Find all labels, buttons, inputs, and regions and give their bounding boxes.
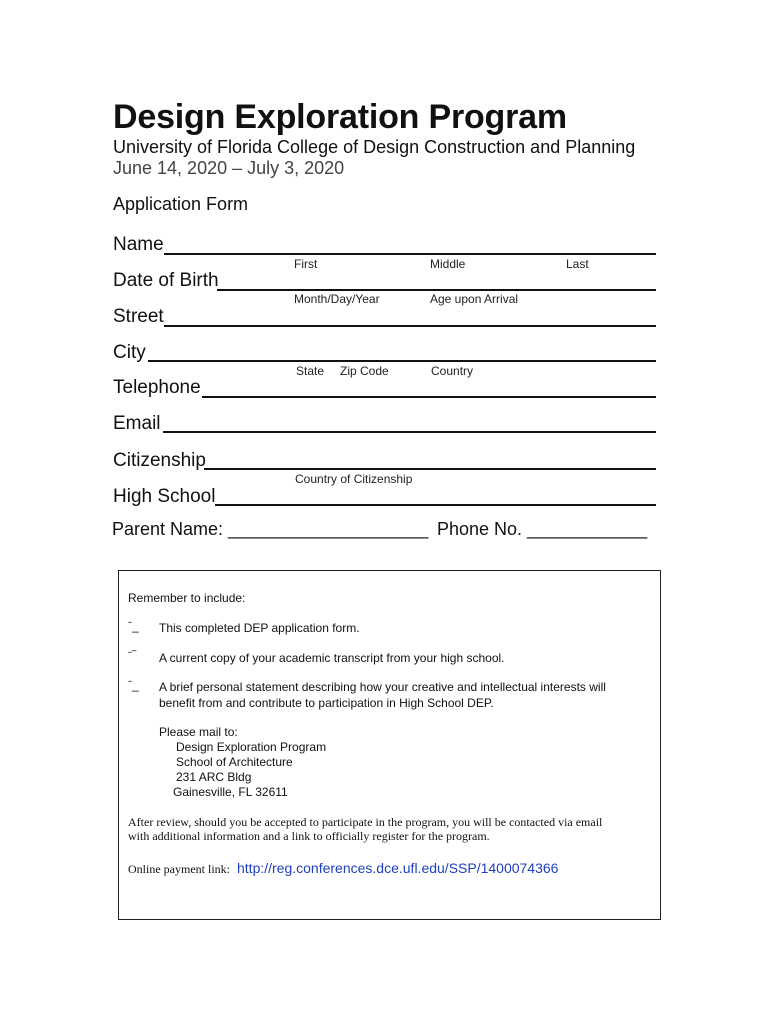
email-field[interactable] (163, 431, 656, 433)
city-field[interactable] (148, 360, 656, 362)
citizenship-label: Citizenship (113, 450, 206, 471)
citizenship-field[interactable] (204, 468, 656, 470)
address-line: Gainesville, FL 32611 (173, 785, 288, 799)
dob-age-caption: Age upon Arrival (430, 292, 519, 306)
payment-link[interactable]: http://reg.conferences.dce.ufl.edu/SSP/1400074366 (237, 860, 559, 876)
street-field[interactable] (164, 325, 656, 327)
checklist-item: A current copy of your academic transcript from your high school. (159, 651, 505, 665)
after-review-text: After review, should you be accepted to participate in the program, you will be contacted via email (128, 815, 603, 829)
city-label: City (113, 342, 146, 363)
city-country-caption: Country (431, 364, 474, 378)
telephone-label: Telephone (113, 377, 201, 398)
city-zip-caption: Zip Code (340, 364, 389, 378)
after-review-text-continued: with additional information and a link to officially register for the program. (128, 829, 490, 843)
address-line: School of Architecture (176, 755, 293, 769)
page-title: Design Exploration Program (113, 98, 567, 136)
checklist-item: A brief personal statement describing how your creative and intellectual interests will (159, 680, 606, 694)
name-label: Name (113, 234, 164, 255)
checklist-item: This completed DEP application form. (159, 621, 360, 635)
parent-phone-field[interactable]: Phone No. ____________ (437, 519, 648, 539)
payment-label: Online payment link: (128, 862, 230, 876)
parent-name-field[interactable]: Parent Name: ____________________ (112, 519, 429, 539)
dob-field[interactable] (217, 289, 656, 291)
street-label: Street (113, 306, 164, 327)
name-middle-caption: Middle (430, 257, 466, 271)
checkbox-icon[interactable]: ˉ‾ (128, 649, 136, 663)
form-label: Application Form (113, 194, 249, 214)
address-line: Design Exploration Program (176, 740, 327, 754)
checkbox-icon[interactable]: ˉ_ (128, 619, 139, 633)
dob-date-caption: Month/Day/Year (294, 292, 380, 306)
citizenship-country-caption: Country of Citizenship (295, 472, 413, 486)
telephone-field[interactable] (202, 396, 656, 398)
name-first-caption: First (294, 257, 318, 271)
city-state-caption: State (296, 364, 325, 378)
high-school-field[interactable] (215, 504, 656, 506)
email-label: Email (113, 413, 161, 434)
name-last-caption: Last (566, 257, 589, 271)
high-school-label: High School (113, 486, 216, 507)
checkbox-icon[interactable]: ˉ_ (128, 678, 139, 692)
checklist-heading: Remember to include: (128, 591, 246, 605)
program-dates: June 14, 2020 – July 3, 2020 (113, 158, 345, 178)
address-line: 231 ARC Bldg (176, 770, 252, 784)
mail-heading: Please mail to: (159, 725, 238, 739)
checklist-item-continued: benefit from and contribute to participation in High School DEP. (159, 696, 494, 710)
dob-label: Date of Birth (113, 270, 219, 291)
page-subtitle: University of Florida College of Design Construction and Planning (113, 137, 636, 157)
name-field[interactable] (164, 253, 656, 255)
